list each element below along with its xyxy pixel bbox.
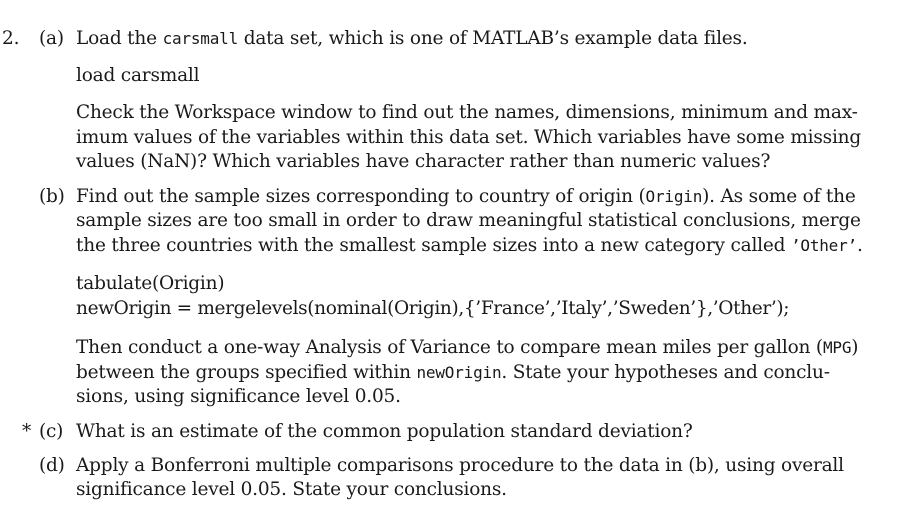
part-a-paragraph-line-1: Check the Workspace window to find out the names, dimensions, minimum and max- [76,102,858,123]
part-c-label: (c) [39,421,64,442]
code-tabulate-origin: tabulate(Origin) [76,273,225,294]
code-inline-neworigin: newOrigin [416,363,502,382]
code-inline-origin: Origin [645,187,703,206]
part-a-paragraph-line-3: values (NaN)? Which variables have character rather than numeric values? [76,151,771,172]
code-load-carsmall: load carsmall [76,65,200,86]
part-a-label: (a) [39,28,64,49]
part-b-paragraph-line-1: Then conduct a one-way Analysis of Variance to compare mean miles per gallon (MPG) [76,337,859,358]
code-inline-carsmall: carsmall [162,29,239,48]
part-a-intro: Load the carsmall data set, which is one of MATLAB’s example data files. [76,28,748,49]
code-inline-mpg: MPG [822,338,852,357]
code-mergelevels: newOrigin = mergelevels(nominal(Origin),{’France’,’Italy’,’Sweden’},’Other’); [76,298,790,319]
part-b-line-2: sample sizes are too small in order to draw meaningful statistical conclusions, merge [76,210,861,231]
part-b-line-3: the three countries with the smallest sample sizes into a new category called ’Other’. [76,235,863,256]
part-b-line-1: Find out the sample sizes corresponding to country of origin (Origin). As some of the [76,186,856,207]
part-d-line-2: significance level 0.05. State your conclusions. [76,479,507,500]
code-inline-other: ’Other’ [790,236,857,255]
part-b-paragraph-line-2: between the groups specified within newOrigin. State your hypotheses and conclu- [76,362,830,383]
part-d-label: (d) [39,455,65,476]
part-b-label: (b) [39,186,65,207]
part-a-paragraph-line-2: imum values of the variables within this data set. Which variables have some missing [76,127,862,148]
part-d-line-1: Apply a Bonferroni multiple comparisons procedure to the data in (b), using overall [76,455,844,476]
part-c-text: What is an estimate of the common population standard deviation? [76,421,693,442]
part-b-paragraph-line-3: sions, using significance level 0.05. [76,386,401,407]
part-c-star: * [22,421,32,442]
question-number: 2. [2,28,20,49]
